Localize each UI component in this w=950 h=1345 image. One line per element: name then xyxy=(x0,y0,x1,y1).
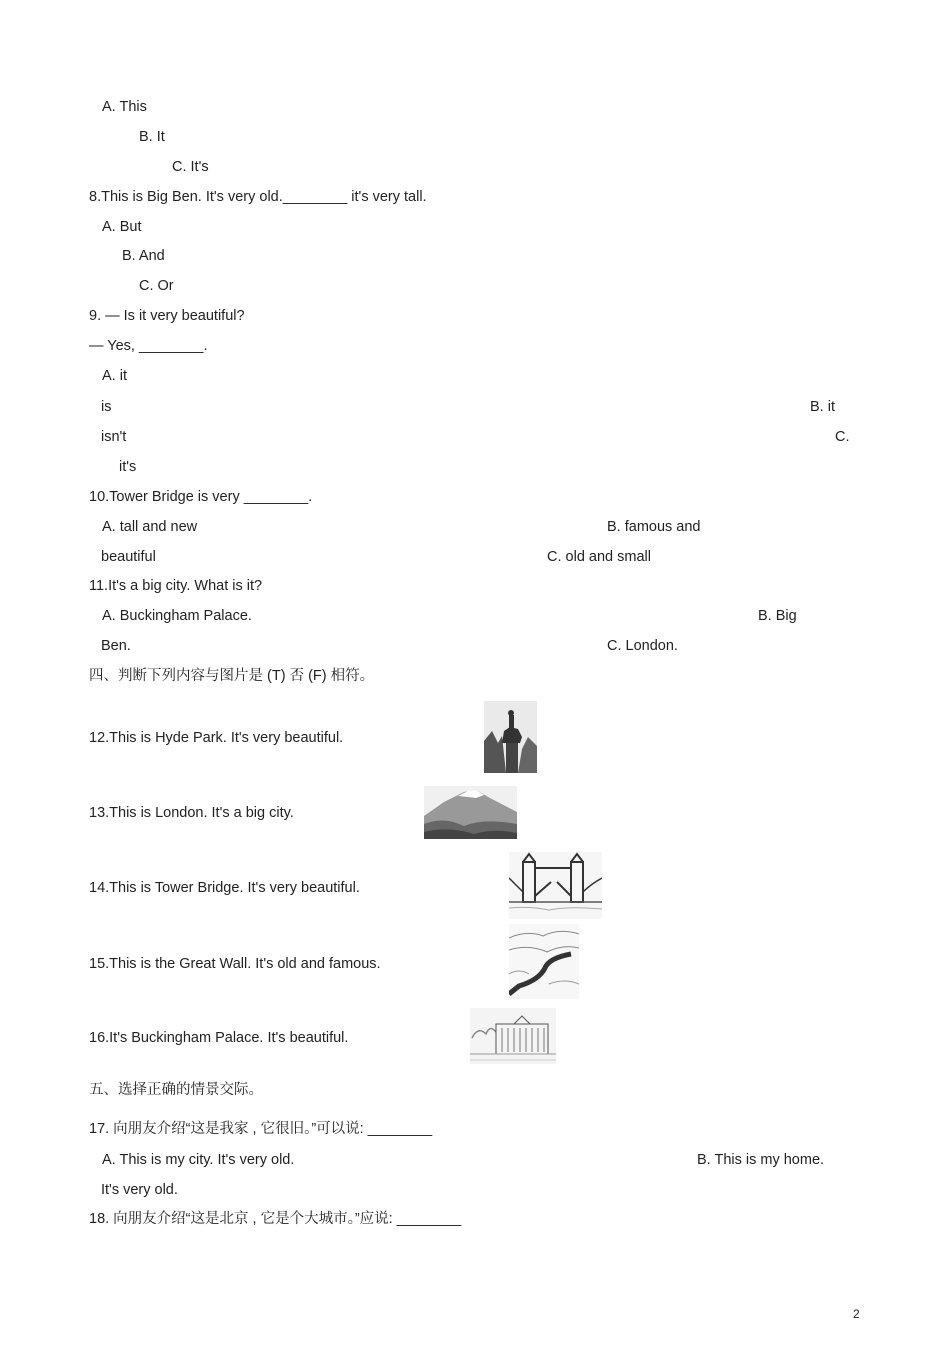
q17-option-b-cont: It's very old. xyxy=(101,1182,178,1198)
q11-option-b: B. Big xyxy=(758,608,797,624)
q11-option-a: A. Buckingham Palace. xyxy=(102,608,252,624)
q8-option-b: B. And xyxy=(122,248,165,264)
wall-icon xyxy=(509,924,579,999)
great-wall-image xyxy=(509,924,579,999)
q17-stem: 17. 向朋友介绍“这是我家 , 它很旧。”可以说: ________ xyxy=(89,1121,433,1137)
tower-bridge-image xyxy=(509,852,602,919)
q9-option-b-cont: isn't xyxy=(101,429,127,445)
q9-option-a-cont: is xyxy=(101,399,112,415)
q14-statement: 14.This is Tower Bridge. It's very beautiful. xyxy=(89,880,360,896)
page-number: 2 xyxy=(853,1307,860,1321)
statue-image xyxy=(484,701,537,773)
section-4-heading: 四、判断下列内容与图片是 (T) 否 (F) 相符。 xyxy=(89,668,375,684)
q12-statement: 12.This is Hyde Park. It's very beautiful. xyxy=(89,730,344,746)
palace-image xyxy=(470,1008,556,1064)
q17-option-b: B. This is my home. xyxy=(697,1152,825,1168)
q9-option-a: A. it xyxy=(102,368,127,384)
q10-option-c: C. old and small xyxy=(547,549,651,565)
mountain-image xyxy=(424,786,517,839)
q8-stem: 8.This is Big Ben. It's very old.________ it's very tall. xyxy=(89,189,427,205)
q16-statement: 16.It's Buckingham Palace. It's beautiful. xyxy=(89,1030,349,1046)
section-5-heading: 五、选择正确的情景交际。 xyxy=(89,1082,263,1098)
mountain-icon xyxy=(424,786,517,839)
q9-option-b: B. it xyxy=(810,399,835,415)
q9-stem: 9. — Is it very beautiful? xyxy=(89,308,245,324)
q10-option-b-cont: beautiful xyxy=(101,549,156,565)
q10-option-a: A. tall and new xyxy=(102,519,198,535)
q13-statement: 13.This is London. It's a big city. xyxy=(89,805,294,821)
q10-stem: 10.Tower Bridge is very ________. xyxy=(89,489,313,505)
q11-option-b-cont: Ben. xyxy=(101,638,131,654)
q17-option-a: A. This is my city. It's very old. xyxy=(102,1152,295,1168)
palace-icon xyxy=(470,1008,556,1064)
q8-option-c: C. Or xyxy=(139,278,174,294)
q9-answer-line: — Yes, ________. xyxy=(89,338,208,354)
q15-statement: 15.This is the Great Wall. It's old and famous. xyxy=(89,956,381,972)
statue-icon xyxy=(484,701,537,773)
q11-option-c: C. London. xyxy=(607,638,678,654)
q10-option-b: B. famous and xyxy=(607,519,701,535)
q18-stem: 18. 向朋友介绍“这是北京 , 它是个大城市。”应说: ________ xyxy=(89,1211,462,1227)
q7-option-c: C. It's xyxy=(172,159,209,175)
q7-option-b: B. It xyxy=(139,129,165,145)
q11-stem: 11.It's a big city. What is it? xyxy=(89,578,263,594)
bridge-icon xyxy=(509,852,602,919)
q7-option-a: A. This xyxy=(102,99,147,115)
q9-option-c: C. xyxy=(835,429,850,445)
q9-option-c-cont: it's xyxy=(119,459,137,475)
q8-option-a: A. But xyxy=(102,219,142,235)
